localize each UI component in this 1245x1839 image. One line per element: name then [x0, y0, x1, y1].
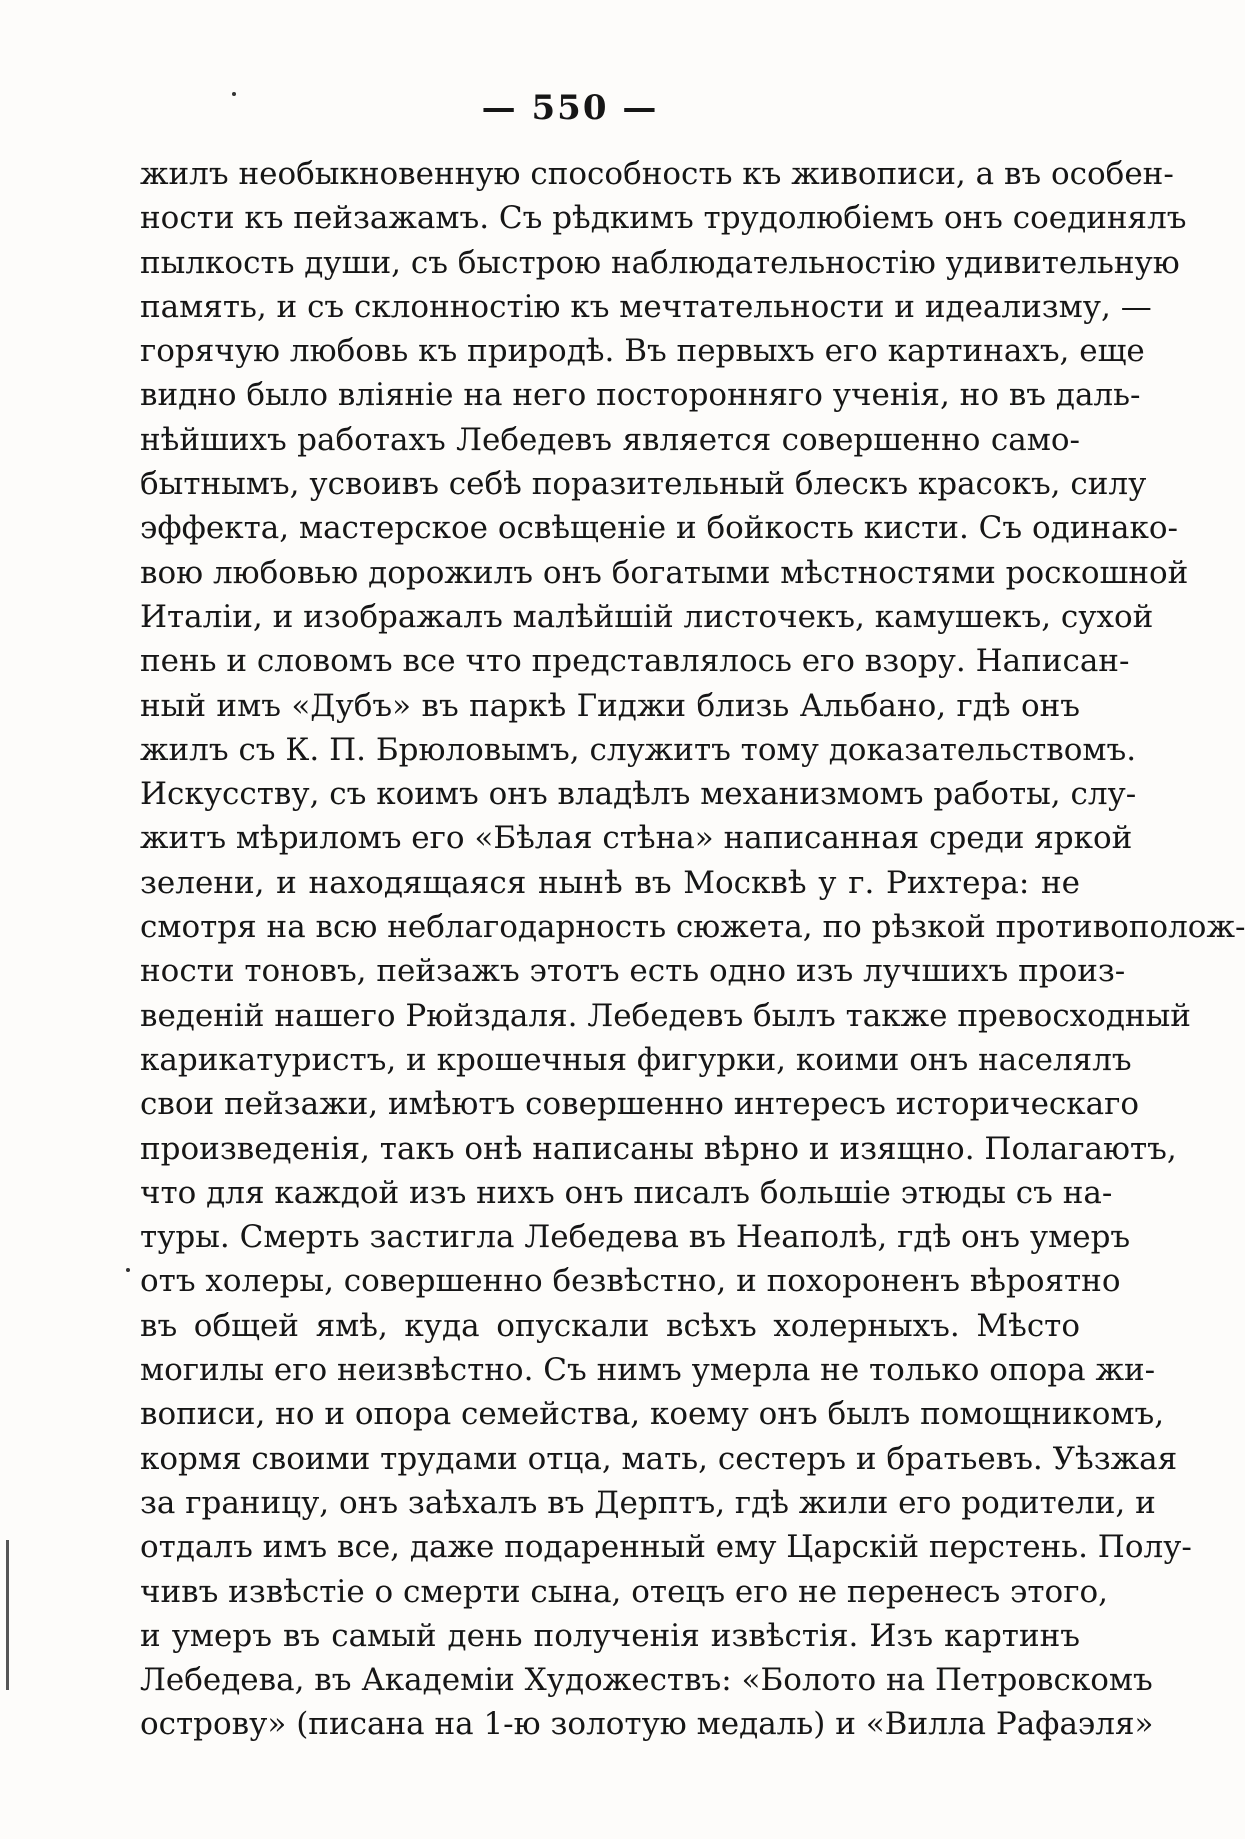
- page-number: — 550 —: [481, 88, 659, 128]
- text-line: кормя своими трудами отца, мать, сестеръ и братьевъ. Уѣзжая: [140, 1440, 1178, 1477]
- text-line: чивъ извѣстіе о смерти сына, отецъ его не перенесъ этого,: [140, 1573, 1108, 1610]
- text-line: карикатуристъ, и крошечныя фигурки, коими онъ населялъ: [140, 1041, 1132, 1078]
- text-line: Италіи, и изображалъ малѣйшій листочекъ, камушекъ, сухой: [140, 598, 1154, 635]
- text-line: жилъ необыкновенную способность къ живописи, а въ особен-: [140, 156, 1174, 192]
- text-line: ности къ пейзажамъ. Съ рѣдкимъ трудолюбіемъ онъ соединялъ: [140, 200, 1187, 237]
- text-line: вописи, но и опора семейства, коему онъ былъ помощникомъ,: [140, 1396, 1165, 1433]
- margin-mark: [6, 1540, 9, 1690]
- text-line: горячую любовь къ природѣ. Въ первыхъ его картинахъ, еще: [140, 333, 1145, 370]
- text-line: острову» (писана на 1-ю золотую медаль) и «Вилла Рафаэля»: [140, 1706, 1154, 1743]
- body-text: [140, 152, 1245, 1747]
- text-line: за границу, онъ заѣхалъ въ Дерптъ, гдѣ жили его родители, и: [140, 1484, 1156, 1521]
- text-line: что для каждой изъ нихъ онъ писалъ большіе этюды съ на-: [140, 1174, 1113, 1211]
- text-line: видно было вліяніе на него посторонняго ученія, но въ даль-: [140, 377, 1141, 414]
- text-line: и умеръ въ самый день полученія извѣстія. Изъ картинъ: [140, 1617, 1080, 1654]
- text-line: Лебедева, въ Академіи Художествъ: «Болото на Петровскомъ: [140, 1662, 1153, 1699]
- text-line: отдалъ имъ все, даже подаренный ему Царскій перстень. Полу-: [140, 1529, 1192, 1566]
- text-line: ности тоновъ, пейзажъ этотъ есть одно изъ лучшихъ произ-: [140, 953, 1126, 990]
- text-line: бытнымъ, усвоивъ себѣ поразительный блескъ красокъ, силу: [140, 466, 1147, 503]
- text-line: въ общей ямѣ, куда опускали всѣхъ холерныхъ. Мѣсто: [140, 1307, 1080, 1344]
- ink-speck: [126, 1268, 130, 1272]
- text-line: вою любовью дорожилъ онъ богатыми мѣстностями роскошной: [140, 554, 1189, 591]
- text-line: свои пейзажи, имѣютъ совершенно интересъ историческаго: [140, 1086, 1140, 1123]
- text-line: Искусству, съ коимъ онъ владѣлъ механизмомъ работы, слу-: [140, 776, 1137, 813]
- text-line: смотря на всю неблагодарность сюжета, по рѣзкой противополож-: [140, 909, 1245, 946]
- text-line: могилы его неизвѣстно. Съ нимъ умерла не только опора жи-: [140, 1352, 1156, 1389]
- text-line: веденій нашего Рюйздаля. Лебедевъ былъ также превосходный: [140, 997, 1191, 1034]
- text-line: пылкость души, съ быстрою наблюдательностію удивительную: [140, 244, 1180, 281]
- text-line: пень и словомъ все что представлялось его взору. Написан-: [140, 643, 1130, 680]
- text-line: жилъ съ К. П. Брюловымъ, служитъ тому доказательствомъ.: [140, 731, 1137, 768]
- text-line: память, и съ склонностію къ мечтательности и идеализму, —: [140, 288, 1152, 325]
- text-line: туры. Смерть застигла Лебедева въ Неаполѣ, гдѣ онъ умеръ: [140, 1219, 1131, 1256]
- text-line: житъ мѣриломъ его «Бѣлая стѣна» написанная среди яркой: [140, 820, 1133, 857]
- ink-speck: [232, 92, 236, 96]
- text-line: ный имъ «Дубъ» въ паркѣ Гиджи близь Альбано, гдѣ онъ: [140, 687, 1080, 724]
- text-line: нѣйшихъ работахъ Лебедевъ является совершенно само-: [140, 421, 1080, 458]
- text-line: произведенія, такъ онѣ написаны вѣрно и изящно. Полагаютъ,: [140, 1130, 1177, 1167]
- text-line: эффекта, мастерское освѣщеніе и бойкость кисти. Съ одинако-: [140, 510, 1179, 547]
- text-line: зелени, и находящаяся нынѣ въ Москвѣ у г. Рихтера: не: [140, 864, 1080, 901]
- text-line: отъ холеры, совершенно безвѣстно, и похороненъ вѣроятно: [140, 1263, 1121, 1300]
